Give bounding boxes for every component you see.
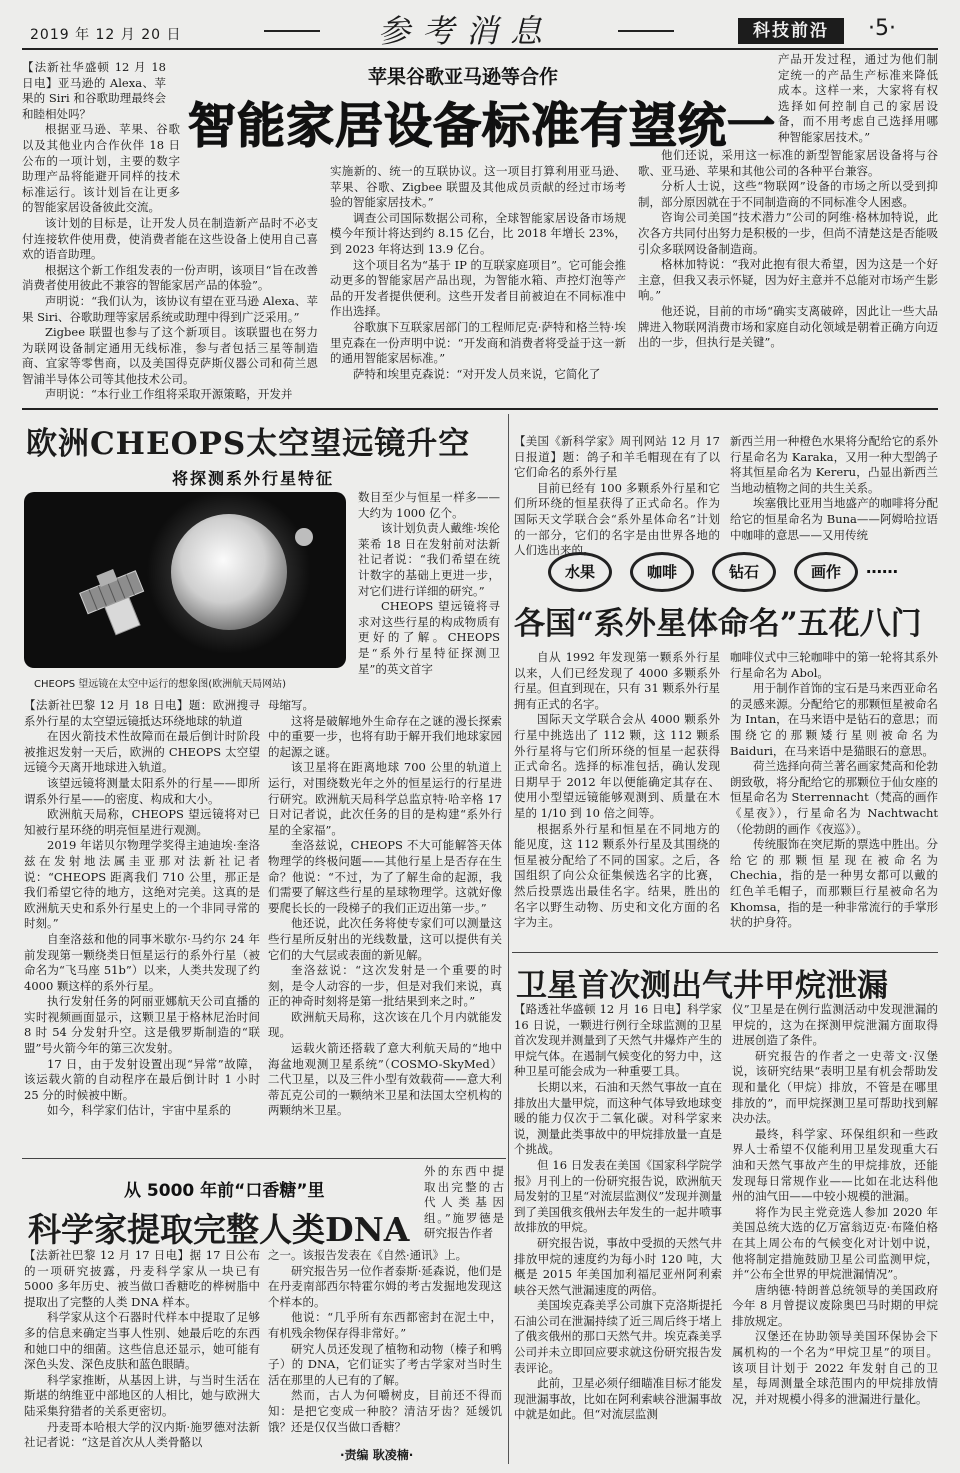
a4-col1 xyxy=(514,650,720,946)
paragraph: 奎洛兹说，CHEOPS 不大可能解答天体物理学的终极问题——其他行星上是否存在生命？他说：“不过，为了了解生命的起源，我们需要了解这些行星的星球物理学。这就好像要爬长长的一段梯子的我们正迈出第一步。” xyxy=(268,838,502,915)
a4-headline: 各国“系外星体命名”五花八门 xyxy=(514,606,922,642)
paragraph: 研究报告说，事故中受损的天然气井排放甲烷的速度约为每小时 120 吨，大概是 2015 年美国加利福尼亚州阿利索峡谷天然气泄漏速度的两倍。 xyxy=(514,1235,722,1297)
paragraph: 声明说：“我们认为，该协议有望在亚马逊 Alexa、苹果 Siri、谷歌助理等家居系统或助理中得到广泛采用。” xyxy=(22,293,318,324)
paragraph: 格林加特说：“我对此抱有很大希望，因为这是一个好主意，但我又表示怀疑，因为好主意并不总能对市场产生影响。” xyxy=(638,257,938,303)
paragraph: 【法新社华盛顿 12 月 18 日电】亚马逊的 Alexa、苹果的 Siri 和谷歌助理最终会和睦相处吗？ xyxy=(22,60,166,121)
section-label: 科技前沿 xyxy=(738,18,844,44)
paragraph: 执行发射任务的阿丽亚娜航天公司直播的实时视频画面显示，这颗卫星于格林尼治时间 8 时 54 分发射升空。这是俄罗斯制造的“联盟”号火箭今年的第三次发射。 xyxy=(24,994,260,1056)
paragraph: Zigbee 联盟也参与了这个新项目。该联盟也在努力为联网设备制定通用无线标准，参与者包括三星等制造商、宜家等零售商，以及美国得克萨斯仪器公司和荷兰恩智浦半导体公司等其他技术公司。 xyxy=(22,325,318,386)
paragraph: 他还说，目前的市场“确实支离破碎，因此让一些大品牌进入物联网消费市场和家庭自动化领域是朝着正确方向迈出的一步，但执行是关键”。 xyxy=(638,303,938,350)
paragraph: 之一。该报告发表在《自然·通讯》上。 xyxy=(268,1248,468,1262)
telescope-satellite xyxy=(76,562,155,642)
paragraph: 如今，科学家们估计，宇宙中星系的 xyxy=(47,1103,231,1118)
paragraph: 谷歌旗下互联家居部门的工程师尼克·萨特和格兰特·埃里克森在一份声明中说：“开发商和消费者将受益于这一新的通用智能家居标准。” xyxy=(330,319,626,366)
divider xyxy=(22,408,938,410)
paragraph: 自奎洛兹和他的同事米歇尔·马约尔 24 年前发现第一颗绕类日恒星运行的系外行星（被命名为“飞马座 51b”）以来，人类共发现了约 4000 颗这样的系外行星。 xyxy=(24,931,260,993)
paragraph: 数目至少与恒星一样多——大约为 1000 亿个。 xyxy=(358,490,500,520)
a4-col2 xyxy=(730,650,938,946)
a2-headline: 欧洲CHEOPS太空望远镜升空 xyxy=(26,426,471,462)
tag-coffee: 咖啡 xyxy=(630,552,694,592)
a3-kicker: 从 5000 年前“口香糖”里 xyxy=(124,1181,325,1201)
a1-kicker: 苹果谷歌亚马逊等合作 xyxy=(368,66,559,88)
paragraph: 研究报告的作者之一史蒂文·汉堡说，该研究结果“表明卫星有机会帮助发现和量化（甲烷）排放，不管是在哪里排放的”，而甲烷探测卫星可帮助找到解决办法。 xyxy=(732,1048,938,1126)
paragraph: 研究人员还发现了植物和动物（榛子和鸭子）的 DNA，它们证实了考古学家对当时生活在那里的人已有的了解。 xyxy=(268,1341,502,1387)
paragraph: 欧洲航天局称，CHEOPS 望远镜将对已知被行星环绕的明亮恒星进行观测。 xyxy=(24,807,260,837)
paragraph: CHEOPS 望远镜将寻求对这些行星的构成物质有更好的了解。CHEOPS 是“系外行星特征探测卫星”的英文首字 xyxy=(358,599,500,676)
paragraph: 此前，卫星必须仔细瞄准目标才能发现泄漏事故，比如在阿利索峡谷泄漏事故中就是如此。但“对流层监测 xyxy=(514,1376,722,1422)
masthead xyxy=(0,0,960,48)
a4-lead xyxy=(514,434,720,558)
a1-col2 xyxy=(330,164,626,400)
paragraph: 该望远镜将测量太阳系外的行星——即所谓系外行星——的密度、构成和大小。 xyxy=(24,775,260,806)
masthead-rule-left xyxy=(264,30,320,32)
tag-painting: 画作 xyxy=(794,552,858,592)
cheops-illustration xyxy=(24,492,346,668)
a2-subhead: 将探测系外行星特征 xyxy=(172,469,335,488)
paragraph: 咨询公司美国“技术潜力”公司的阿维·格林加特说，此次各方共同付出努力是积极的一步，但尚不清楚这是否能吸引众多联网设备制造商。 xyxy=(638,210,938,256)
paragraph: 但 16 日发表在美国《国家科学院学报》月刊上的一份研究报告说，欧洲航天局发射的卫星“对流层监测仪”发现并测量到了美国俄亥俄州去年发生的一起井喷事故排放的甲烷。 xyxy=(514,1157,722,1235)
a1-col3 xyxy=(638,148,938,400)
a5-col2 xyxy=(732,1002,938,1460)
paragraph: 他还说，此次任务将使专家们可以测量这些行星所反射出的光线数量，这可以提供有关它们的大气层或表面的新见解。 xyxy=(268,916,502,962)
paragraph: 该计划负责人戴维·埃伦莱希 18 日在发射前对法新社记者说：“我们希望在统计数字的基础上更进一步，对它们进行详细的研究。” xyxy=(358,521,500,598)
paper-name: 参考消息 xyxy=(378,12,555,50)
paragraph: 母缩写。 xyxy=(268,698,314,712)
paragraph: 美国埃克森美孚公司旗下克洛斯提托石油公司在泄漏持续了近三周后终于堵上了俄亥俄州的那口天然气井。埃克森美孚公司并未立即回应要求就这份研究报告发表评论。 xyxy=(514,1298,722,1375)
divider xyxy=(22,1158,506,1159)
paragraph: 国际天文学联合会从 4000 颗系外行星中挑选出了 112 颗，这 112 颗系外行星将与它们所环绕的恒星一起获得正式命名。选择的标准包括，确认发现日期早于 2012 年以便能确定其存在、使用小型望远镜能够观测到、质量在木星的 1/10 到 10 倍之间等。 xyxy=(514,712,720,820)
paragraph: 【美国《新科学家》周刊网站 12 月 17 日报道】题：鸽子和羊毛帽现在有了以它们命名的系外行星 xyxy=(514,434,720,480)
paragraph: 埃塞俄比亚用当地盛产的咖啡将分配给它的恒星命名为 Buna——阿姆哈拉语中咖啡的意思——又用传统 xyxy=(730,496,938,542)
paragraph: 根据亚马逊、苹果、谷歌以及其他业内合作伙伴 18 日公布的一项计划，主要的数字助理产品将能避开同样的技术标准运行。该计划旨在让更多的智能家居设备彼此交流。 xyxy=(22,122,180,215)
paragraph: 分析人士说，这些“物联网”设备的市场之所以受到抑制，部分原因就在于不同制造商的不同标准令人困惑。 xyxy=(638,179,938,209)
paragraph: 荷兰选择向荷兰著名画家梵高和伦勃朗致敬，将分配给它的那颗位于仙女座的恒星命名为 Sterrennacht（梵高的画作《星夜》），行星命名为 Nachtwacht（伦勃朗的画作《夜巡》）。 xyxy=(730,759,938,836)
paragraph: 自从 1992 年发现第一颗系外行星以来，人们已经发现了 4000 多颗系外行星。但直到现在，只有 31 颗系外行星拥有正式的名字。 xyxy=(514,650,720,711)
star xyxy=(171,514,287,630)
a2-col1 xyxy=(24,698,260,1150)
a2-image-caption: CHEOPS 望远镜在太空中运行的想象图(欧洲航天局网站) xyxy=(34,679,287,690)
paragraph: 萨特和埃里克森说：“对开发人员来说，它简化了 xyxy=(353,366,601,381)
tag-ellipsis: …… xyxy=(866,558,898,577)
paragraph: 该计划的目标是，让开发人员在制造新产品时不必支付连接软件使用费，使消费者能在这些设备上使用自己喜欢的语音助理。 xyxy=(22,215,318,262)
paragraph: 汉堡还在协助领导美国环保协会下属机构的一个名为“甲烷卫星”的项目。该项目计划于 2022 年发射自己的卫星，每周测量全球范围内的甲烷排放情况，并对规模小得多的泄漏进行量化。 xyxy=(732,1329,938,1406)
paragraph: 丹麦哥本哈根大学的汉内斯·施罗德对法新社记者说：“这是首次从人类骨骼以 xyxy=(24,1419,260,1450)
column-separator xyxy=(508,414,509,1464)
paragraph: 根据这个新工作组发表的一份声明，该项目“旨在改善消费者使用彼此不兼容的智能家居产品的体验”。 xyxy=(22,262,318,293)
paragraph: 他们还说，采用这一标准的新型智能家居设备将与谷歌、亚马逊、苹果和其他公司的各种平台兼容。 xyxy=(638,148,938,178)
a3-headline: 科学家提取完整人类DNA xyxy=(28,1210,410,1249)
a4-tag-row xyxy=(548,550,938,592)
paragraph: 2019 年诺贝尔物理学奖得主迪迪埃·奎洛兹在发射地法属圭亚那对法新社记者说：“CHEOPS 距离我们 710 公里，那正是我们希望它待的地方，这绝对完美。这真的是欧洲航天史和系外行星史上的一个非同寻常的时刻。” xyxy=(24,838,260,931)
paragraph: 长期以来，石油和天然气事故一直在排放出大量甲烷，而这种气体导致地球变暖的能力仅次于二氧化碳。对科学家来说，测量此类事故中的甲烷排放量一直是个挑战。 xyxy=(514,1079,722,1157)
paragraph: 外的东西中提取出完整的古代人类基因组。”施罗德是研究报告作者 xyxy=(424,1164,504,1241)
paragraph: 根据系外行星和恒星在不同地方的能见度，这 112 颗系外行星及其围绕的恒星被分配给了不同的国家。之后，各国组织了向公众征集候选名字的比赛，然后投票选出最佳名字。结果，胜出的名字以野生动物、历史和文化方面的名字为主。 xyxy=(514,821,720,930)
paragraph: 该卫星将在距离地球 700 公里的轨道上运行，对围绕数光年之外的恒星运行的行星进行研究。欧洲航天局科学总监京特·哈辛格 17 日对记者说，此次任务的目的是构建“系外行星的全家福”。 xyxy=(268,760,502,837)
paragraph: 传统服饰在突尼斯的票选中胜出。分给它的那颗恒星现在被命名为 Chechia，指的是一种男女都可以戴的红色羊毛帽子，而那颗巨行星被命名为 Khomsa，指的是一种非常流行的手掌形状的护身符。 xyxy=(730,837,938,930)
masthead-bottom-rule xyxy=(22,48,938,50)
paragraph: 用于制作首饰的宝石是马来西亚命名的灵感来源。分配给它的那颗恒星被命名为 Intan，在马来语中是钻石的意思；而围绕它的那颗矮行星则被命名为 Baiduri，在马来语中是猫眼石的意思。 xyxy=(730,681,938,758)
a4-col-right-top xyxy=(730,434,938,546)
tag-fruit: 水果 xyxy=(548,552,612,592)
issue-date: 2019 年 12 月 20 日 xyxy=(30,27,182,43)
paragraph: 最终，科学家、环保组织和一些政界人士希望不仅能利用卫星发现重大石油和天然气事故产生的甲烷排放，还能发现每日常规作业——比如在北达科他州的油气田——中较小规模的泄漏。 xyxy=(732,1126,938,1204)
paragraph: 科学家推断，从基因上讲，与当时生活在斯堪的纳维亚中部地区的人相比，她与欧洲大陆采集狩猎者的关系更密切。 xyxy=(24,1372,260,1418)
paragraph: 【路透社华盛顿 12 月 16 日电】科学家 16 日说，一颗进行例行全球监测的卫星首次发现并测量到了天然气井爆炸产生的甲烷气体。在遏制气候变化的努力中，这种卫星可能会成为一种重要工具。 xyxy=(514,1002,722,1079)
paragraph: 他说：“几乎所有东西都密封在泥土中，有机残余物保存得非常好。” xyxy=(268,1310,502,1340)
paragraph: 运载火箭还搭载了意大利航天局的“地中海盆地观测卫星系统”（COSMO-SkyMed）二代卫星，以及三件小型有效载荷——意大利蒂瓦克公司的一颗纳米卫星和法国太空机构的两颗纳米卫星。 xyxy=(268,1041,502,1118)
paragraph: 仪”卫星是在例行监测活动中发现泄漏的甲烷的，这为在探测甲烷泄漏方面取得进展创造了条件。 xyxy=(732,1002,938,1048)
tag-diamond: 钻石 xyxy=(712,552,776,592)
paragraph: 声明说：“本行业工作组将采取开源策略，开发并 xyxy=(45,387,293,402)
paragraph: 【法新社巴黎 12 月 17 日电】据 17 日公布的一项研究披露，丹麦科学家从一块已有 5000 多年历史、被当做口香糖吃的桦树脂中提取出了完整的人类 DNA 样本。 xyxy=(24,1248,260,1309)
paragraph: 奎洛兹说：“这次发射是一个重要的时刻，是令人动容的一步，但是对我们来说，真正的神奇时刻将是第一批结果到来之时。” xyxy=(268,963,502,1009)
paragraph: 然而，古人为何嚼树皮，目前还不得而知：是把它变成一种胶？清洁牙齿？延缓饥饿？还是仅仅当做口香糖？ xyxy=(268,1388,502,1434)
a5-headline: 卫星首次测出气井甲烷泄漏 xyxy=(516,968,888,1004)
divider xyxy=(512,952,938,953)
page-number: ·5· xyxy=(868,16,896,41)
paragraph: 这将是破解地外生命存在之谜的漫长探索中的重要一步，也将有助于解开我们地球家园的起源之谜。 xyxy=(268,713,502,759)
paragraph: 欧洲航天局称，这次该在几个月内就能发现。 xyxy=(268,1009,502,1040)
paragraph: 调查公司国际数据公司称，全球智能家居设备市场规模今年预计将达到约 8.15 亿台，比 2018 年增长 23%，到 2023 年将达到 13.9 亿台。 xyxy=(330,210,626,256)
a2-col-right-of-image xyxy=(358,490,500,704)
paragraph: 17 日，由于发射设置出现“异常”故障，该运载火箭的自动程序在最后倒计时 1 小时 25 分的时候被中断。 xyxy=(24,1056,260,1102)
paragraph: 目前已经有 100 多颗系外行星和它们所环绕的恒星获得了正式命名。作为国际天文学联合会“系外星体命名”计划的一部分，它们的名字是由世界各地的人们选出来的。 xyxy=(514,480,720,558)
paragraph: 新西兰用一种橙色水果将分配给它的系外行星命名为 Karaka，又用一种大型鸽子将其恒星命名为 Kereru，凸显出新西兰当地动植物之间的共生关系。 xyxy=(730,434,938,495)
paragraph: 在因火箭技术性故障而在最后倒计时阶段被推迟发射一天后，欧洲的 CHEOPS 太空望远镜今天离开地球进入轨道。 xyxy=(24,729,260,775)
paragraph: 将作为民主党竞选人参加 2020 年美国总统大选的亿万富翁迈克·布隆伯格在其上周公布的气候变化对计划中说，他将制定措施鼓励卫星公司监测甲烷，并“公布全世界的甲烷泄漏情况”。 xyxy=(732,1204,938,1282)
paragraph: 研究报告另一位作者泰斯·延森说，他们是在丹麦南部西尔特霍尔姆的考古发掘地发现这个样本的。 xyxy=(268,1263,502,1309)
paragraph: 咖啡仪式中三轮咖啡中的第一轮将其系外行星命名为 Abol。 xyxy=(730,650,938,680)
paragraph: 【法新社巴黎 12 月 18 日电】题：欧洲搜寻系外行星的太空望远镜抵达环绕地球的轨道 xyxy=(24,698,260,728)
cheops-illustration-svg xyxy=(24,492,346,668)
paragraph: 唐纳德·特朗普总统领导的美国政府今年 8 月曾提议废除奥巴马时期的甲烷排放规定。 xyxy=(732,1282,938,1328)
a1-headline: 智能家居设备标准有望统一 xyxy=(188,98,777,154)
a3-col2 xyxy=(268,1248,502,1444)
a2-col2 xyxy=(268,698,502,1150)
exoplanet xyxy=(295,528,313,546)
paragraph: 实施新的、统一的互联协议。这一项目打算利用亚马逊、苹果、谷歌、Zigbee 联盟及其他成员贡献的经过市场考验的智能家居技术。” xyxy=(330,164,626,210)
a3-col1 xyxy=(24,1248,260,1462)
paragraph: 科学家从这个石器时代样本中提取了足够多的信息来确定当事人性别、她最后吃的东西和她口中的细菌。这些信息还显示，她可能有深色头发、深色皮肤和蓝色眼睛。 xyxy=(24,1310,260,1372)
masthead-rule-right xyxy=(618,30,674,32)
a1-col3-top xyxy=(778,52,938,152)
a5-col1 xyxy=(514,1002,722,1460)
editor-credit: ·责编 耿凌楠· xyxy=(340,1448,414,1462)
paragraph: 这个项目名为“基于 IP 的互联家庭项目”。它可能会推动更多的智能家居产品出现，为智能水箱、声控灯泡等产品的开发者提供便利。这些开发者目前被迫在不同标准中作出选择。 xyxy=(330,257,626,319)
paragraph: 产品开发过程，通过为他们制定统一的产品生产标准来降低成本。这样一来，大家将有权选择如何控制自己的家居设备，而不用考虑自己选择用哪种智能家居技术。” xyxy=(778,52,938,144)
a3-col-right-of-headline xyxy=(424,1164,504,1246)
